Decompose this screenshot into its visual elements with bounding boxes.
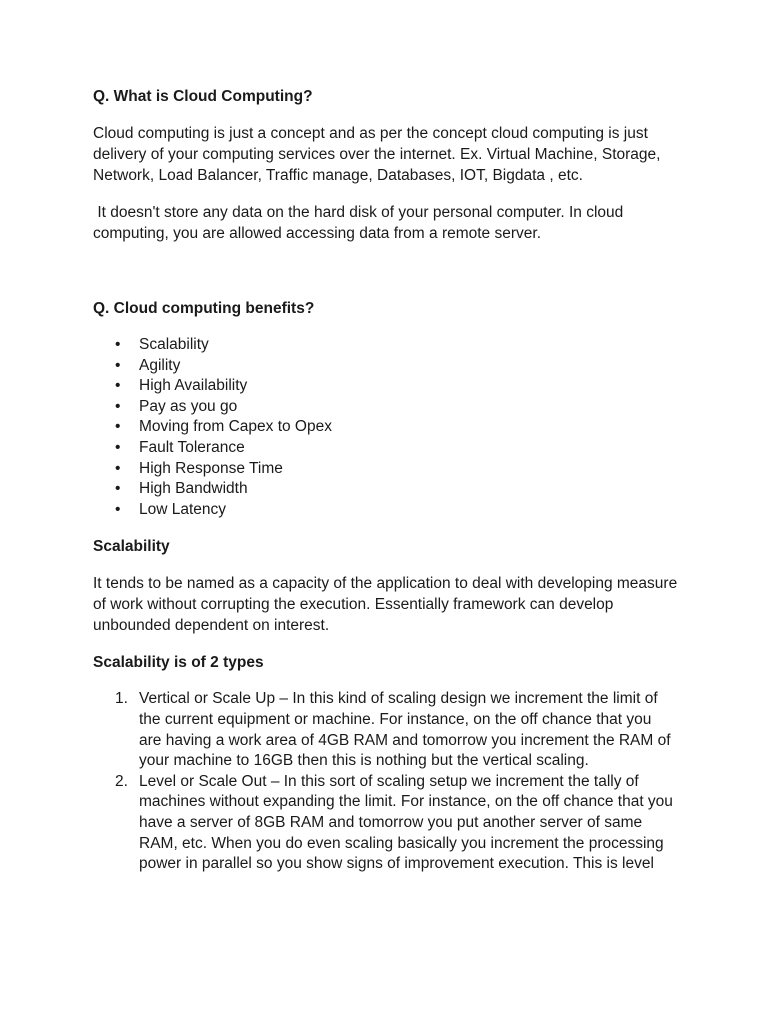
list-item [93,356,678,377]
section-spacer [93,260,678,298]
bullet-icon: • [115,480,121,498]
benefits-list [93,335,678,520]
benefit-label: High Availability [139,377,248,395]
bullet-icon: • [115,438,121,456]
benefit-label: Pay as you go [139,397,238,415]
benefit-label: Fault Tolerance [139,438,245,456]
bullet-icon: • [115,459,121,477]
list-item [93,689,678,771]
list-item [93,479,678,500]
bullet-icon: • [115,336,121,353]
bullet-icon: • [115,377,121,395]
heading-cloud-benefits: Q. Cloud computing benefits? [93,300,315,317]
list-item [93,397,678,418]
list-item [93,335,678,356]
list-item [93,417,678,438]
benefit-label: Low Latency [139,500,227,518]
list-number: 2. [115,772,128,790]
benefit-label: High Bandwidth [139,480,248,498]
scalability-paragraph: It tends to be named as a capacity of the application to deal with developing measure of work without corrupting the execution. Essentially framework can develop unbounded dependent on interest. [93,575,678,635]
benefit-label: Scalability [139,336,209,353]
scalability-types-list [93,689,678,874]
bullet-icon: • [115,500,121,518]
list-item [93,376,678,397]
heading-scalability-types: Scalability is of 2 types [93,654,264,672]
list-item [93,438,678,459]
list-item-text: Level or Scale Out – In this sort of scaling setup we increment the tally of machines without expanding the limit. For instance, on the off chance that you have a server of 8GB RAM and tomorrow you put another server of same RAM, etc. When you do even scaling basically you increment the processing power in parallel so you show signs of improvement execution. This is level [139,772,673,873]
list-number: 1. [115,690,128,708]
bullet-icon: • [115,418,121,436]
bullet-icon: • [115,397,121,415]
list-item [93,500,678,521]
document-page [93,86,678,875]
heading-what-is-cloud: Q. What is Cloud Computing? [93,88,313,105]
benefit-label: Moving from Capex to Opex [139,418,332,436]
cloud-storage-paragraph: It doesn't store any data on the hard disk of your personal computer. In cloud computing, you are allowed accessing data from a remote server. [93,204,628,242]
cloud-definition-paragraph: Cloud computing is just a concept and as per the concept cloud computing is just delivery of your computing services over the internet. Ex. Virtual Machine, Storage, Network, Load Balancer, Traffic manage, Databases, IOT, Bigdata , etc. [93,125,661,184]
list-item [93,459,678,480]
heading-scalability: Scalability [93,538,170,556]
benefit-label: High Response Time [139,459,283,477]
list-item-text: Vertical or Scale Up – In this kind of scaling design we increment the limit of the current equipment or machine. For instance, on the off chance that you are having a work area of 4GB RAM and tomorrow you increment the RAM of your machine to 16GB then this is nothing but the vertical scaling. [139,690,671,770]
benefit-label: Agility [139,356,181,374]
bullet-icon: • [115,356,121,374]
list-item [93,772,678,875]
